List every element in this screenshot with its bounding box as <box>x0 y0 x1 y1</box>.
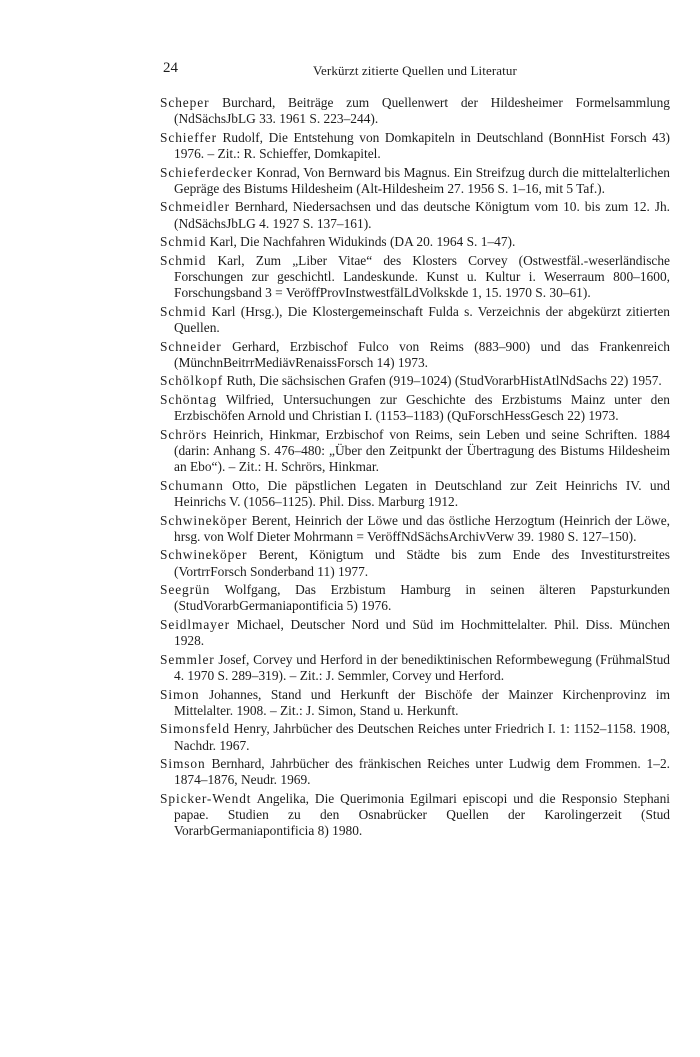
bibliography-entry <box>160 253 670 302</box>
entry-text: Ruth, Die sächsischen Grafen (919–1024) (StudVorarbHistAtlNdSachs 22) 1957. <box>223 373 662 389</box>
entry-text: Wolfgang, Das Erzbistum Hamburg in seinen älteren Papsturkunden (StudVorarbGermaniapontificia 5) 1976. <box>174 582 670 614</box>
entry-text: Heinrich, Hinkmar, Erzbischof von Reims, sein Leben und seine Schriften. 1884 (darin: Anhang S. 476–480: „Über den Zeitpunkt der Übertragung des Bistums Hildesheim an Ebo“). – Zit.: H. Schrörs, Hinkmar. <box>174 426 670 475</box>
entry-author: Schmid <box>160 303 207 319</box>
bibliography-entry <box>160 756 670 788</box>
bibliography-entry <box>160 427 670 476</box>
entry-author: Semmler <box>160 651 215 667</box>
entry-author: Simon <box>160 686 200 702</box>
entry-author: Schmid <box>160 252 207 268</box>
entry-text: Michael, Deutscher Nord und Süd im Hochmittelalter. Phil. Diss. München 1928. <box>174 616 670 649</box>
bibliography-entry <box>160 478 670 510</box>
running-title: Verkürzt zitierte Quellen und Literatur <box>313 63 517 78</box>
entry-text: Karl (Hrsg.), Die Klostergemeinschaft Fulda s. Verzeichnis der abgekürzt zitierten Quellen. <box>174 303 670 335</box>
bibliography-entry <box>160 687 670 719</box>
entry-author: Schwineköper <box>160 512 248 528</box>
entry-author: Simson <box>160 756 206 772</box>
entry-author: Schieferdecker <box>160 164 253 180</box>
page-number: 24 <box>163 60 178 76</box>
entry-text: Gerhard, Erzbischof Fulco von Reims (883–900) und das Frankenreich (MünchnBeitrrMediävRenaissForsch 14) 1973. <box>174 338 670 370</box>
entry-text: Karl, Zum „Liber Vitae“ des Klosters Corvey (Ostwestfäl.-weserländische Forschungen zur geschichtl. Landeskunde. Kunst u. Kultur i. Weserraum 800–1600, Forschungsband 3 = VeröffProvInstwestfälLdVolkskde 1, 15. 1970 S. 30–61). <box>174 252 670 301</box>
entry-author: Scheper <box>160 95 210 110</box>
bibliography-entry <box>160 199 670 231</box>
entry-author: Seegrün <box>160 582 211 598</box>
entry-text: Wilfried, Untersuchungen zur Geschichte des Erzbistums Mainz unter den Erzbischöfen Arnold und Christian I. (1153–1183) (QuForschHessGesch 22) 1973. <box>174 391 670 424</box>
entry-text: Konrad, Von Bernward bis Magnus. Ein Streifzug durch die mittelalterlichen Gepräge des Bistums Hildesheim (Alt-Hildesheim 27. 1956 S. 1–16, mit 5 Taf.). <box>174 164 670 196</box>
bibliography-entry <box>160 130 670 162</box>
entry-author: Schwineköper <box>160 547 248 563</box>
bibliography-entry <box>160 373 670 389</box>
entry-text: Rudolf, Die Entstehung von Domkapiteln in Deutschland (BonnHist Forsch 43) 1976. – Zit.: R. Schieffer, Domkapitel. <box>174 129 670 161</box>
bibliography-entry <box>160 392 670 424</box>
bibliography-entry <box>160 234 670 250</box>
entry-author: Schieffer <box>160 129 217 145</box>
bibliography-list <box>160 95 670 842</box>
entry-author: Schölkopf <box>160 373 224 389</box>
bibliography-entry <box>160 95 670 127</box>
entry-text: Bernhard, Niedersachsen und das deutsche Königtum vom 10. bis zum 12. Jh. (NdSächsJbLG 4. 1927 S. 137–161). <box>174 199 670 231</box>
bibliography-entry <box>160 513 670 545</box>
bibliography-entry <box>160 165 670 197</box>
entry-author: Simonsfeld <box>160 721 231 737</box>
entry-text: Karl, Die Nachfahren Widukinds (DA 20. 1964 S. 1–47). <box>206 234 516 250</box>
entry-author: Schneider <box>160 338 222 354</box>
entry-text: Berent, Heinrich der Löwe und das östliche Herzogtum (Heinrich der Löwe, hrsg. von Wolf Dieter Mohrmann = VeröffNdSächsArchivVerw 39. 1980 S. 127–150). <box>174 512 670 544</box>
entry-text: Josef, Corvey und Herford in der benediktinischen Reformbewegung (FrühmalStud 4. 1970 S. 289–319). – Zit.: J. Semmler, Corvey und Herford. <box>174 651 670 683</box>
entry-text: Otto, Die päpstlichen Legaten in Deutschland zur Zeit Heinrichs IV. und Heinrichs V. (1056–1125). Phil. Diss. Marburg 1912. <box>174 477 670 509</box>
entry-author: Schmeidler <box>160 199 230 215</box>
bibliography-entry <box>160 791 670 840</box>
entry-author: Schrörs <box>160 426 208 442</box>
entry-author: Seidlmayer <box>160 616 230 632</box>
bibliography-entry <box>160 617 670 649</box>
bibliography-entry <box>160 582 670 614</box>
entry-author: Schöntag <box>160 391 218 407</box>
entry-author: Spicker-Wendt <box>160 790 252 806</box>
bibliography-entry <box>160 339 670 371</box>
entry-author: Schmid <box>160 234 207 250</box>
entry-text: Angelika, Die Querimonia Egilmari episcopi und die Responsio Stephani papae. Studien zu den Osnabrücker Quellen der Karolingerzeit (Stud VorarbGermaniapontificia 8) 1980. <box>174 790 670 839</box>
entry-text: Burchard, Beiträge zum Quellenwert der Hildesheimer Formelsammlung (NdSächsJbLG 33. 1961 S. 223–244). <box>174 95 670 127</box>
bibliography-entry <box>160 652 670 684</box>
bibliography-entry <box>160 547 670 579</box>
bibliography-entry <box>160 304 670 336</box>
entry-text: Bernhard, Jahrbücher des fränkischen Reiches unter Ludwig dem Frommen. 1–2. 1874–1876, Neudr. 1969. <box>174 756 670 788</box>
entry-text: Johannes, Stand und Herkunft der Bischöfe der Mainzer Kirchenprovinz im Mittelalter. 1908. – Zit.: J. Simon, Stand u. Herkunft. <box>174 686 670 718</box>
entry-text: Berent, Königtum und Städte bis zum Ende des Investiturstreites (VortrrForsch Sonderband 11) 1977. <box>174 547 670 579</box>
entry-text: Henry, Jahrbücher des Deutschen Reiches unter Friedrich I. 1: 1152–1158. 1908, Nachdr. 1967. <box>174 721 670 753</box>
bibliography-entry <box>160 721 670 753</box>
entry-author: Schumann <box>160 477 224 493</box>
